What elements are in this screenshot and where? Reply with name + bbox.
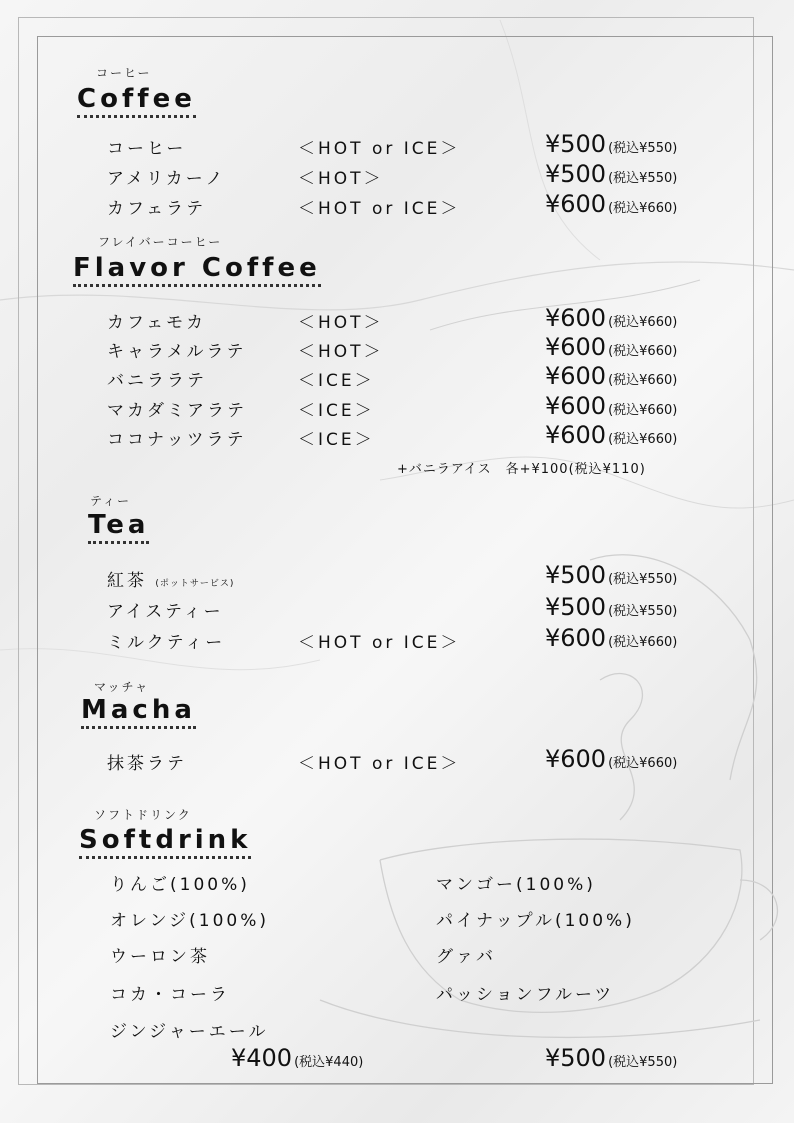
softdrink-item: グァバ [436, 947, 496, 967]
menu-item-price: ¥600 (税込¥660) [545, 333, 678, 361]
softdrink-right-price: ¥500 (税込¥550) [545, 1044, 678, 1072]
menu-item-option: ＜ICE＞ [298, 430, 375, 450]
softdrink-item: マンゴー(100%) [436, 875, 596, 895]
menu-item-price: ¥600 (税込¥660) [545, 190, 678, 218]
menu-item-option: ＜HOT or ICE＞ [298, 633, 461, 653]
flavor-ruby: フレイバーコーヒー [98, 235, 223, 249]
menu-item-price: ¥600 (税込¥660) [545, 624, 678, 652]
softdrink-ruby: ソフトドリンク [94, 808, 192, 822]
menu-item-price: ¥600 (税込¥660) [545, 421, 678, 449]
menu-item-option: ＜HOT or ICE＞ [298, 754, 461, 774]
menu-item-price: ¥600 (税込¥660) [545, 362, 678, 390]
menu-item-name: アイスティー [107, 602, 224, 622]
coffee-ruby: コーヒー [96, 66, 152, 80]
menu-item-name: ミルクティー [107, 633, 226, 653]
softdrink-item: ジンジャーエール [110, 1022, 269, 1042]
menu-item-name: カフェラテ [107, 199, 207, 219]
menu-item-name: ココナッツラテ [107, 430, 247, 450]
menu-item-name: 抹茶ラテ [107, 754, 187, 774]
menu-item-price: ¥500 (税込¥550) [545, 561, 678, 589]
menu-item-name: アメリカーノ [107, 169, 226, 189]
softdrink-item: パッションフルーツ [436, 985, 615, 1005]
menu-item-option: ＜HOT＞ [298, 169, 384, 189]
softdrink-item: りんご(100%) [110, 875, 250, 895]
softdrink-item: ウーロン茶 [110, 947, 210, 967]
softdrink-item: コカ・コーラ [110, 985, 230, 1005]
menu-item-option: ＜ICE＞ [298, 371, 375, 391]
menu-item-price: ¥600 (税込¥660) [545, 304, 678, 332]
menu-item-name: コーヒー [107, 139, 187, 159]
menu-item-price: ¥500 (税込¥550) [545, 160, 678, 188]
tea-ruby: ティー [90, 494, 132, 508]
menu-item-name: カフェモカ [107, 313, 207, 333]
softdrink-left-price: ¥400 (税込¥440) [231, 1044, 364, 1072]
menu-item-name: バニララテ [107, 371, 207, 391]
macha-ruby: マッチャ [94, 680, 150, 694]
menu-item-price: ¥600 (税込¥660) [545, 745, 678, 773]
menu-item-name: キャラメルラテ [107, 342, 247, 362]
menu-item-option: ＜HOT＞ [298, 313, 384, 333]
softdrink-item: パイナップル(100%) [436, 911, 635, 931]
softdrink-item: オレンジ(100%) [110, 911, 270, 931]
menu-item-option: ＜ICE＞ [298, 401, 375, 421]
menu-item-option: ＜HOT＞ [298, 342, 384, 362]
addon-note: +バニラアイス 各+¥100(税込¥110) [397, 462, 646, 477]
softdrink-section-title: Softdrink [79, 825, 251, 859]
macha-section-title: Macha [81, 695, 196, 729]
menu-item-price: ¥500 (税込¥550) [545, 130, 678, 158]
tea-section-title: Tea [88, 510, 149, 544]
menu-item-option: ＜HOT or ICE＞ [298, 139, 461, 159]
menu-item-name: 紅茶 (ポットサービス) [107, 571, 235, 591]
coffee-section-title: Coffee [77, 84, 196, 118]
menu-item-name: マカダミアラテ [107, 401, 247, 421]
menu-item-price: ¥600 (税込¥660) [545, 392, 678, 420]
flavor-section-title: Flavor Coffee [73, 253, 321, 287]
menu-item-price: ¥500 (税込¥550) [545, 593, 678, 621]
menu-item-option: ＜HOT or ICE＞ [298, 199, 461, 219]
menu-item-note: (ポットサービス) [155, 579, 235, 589]
